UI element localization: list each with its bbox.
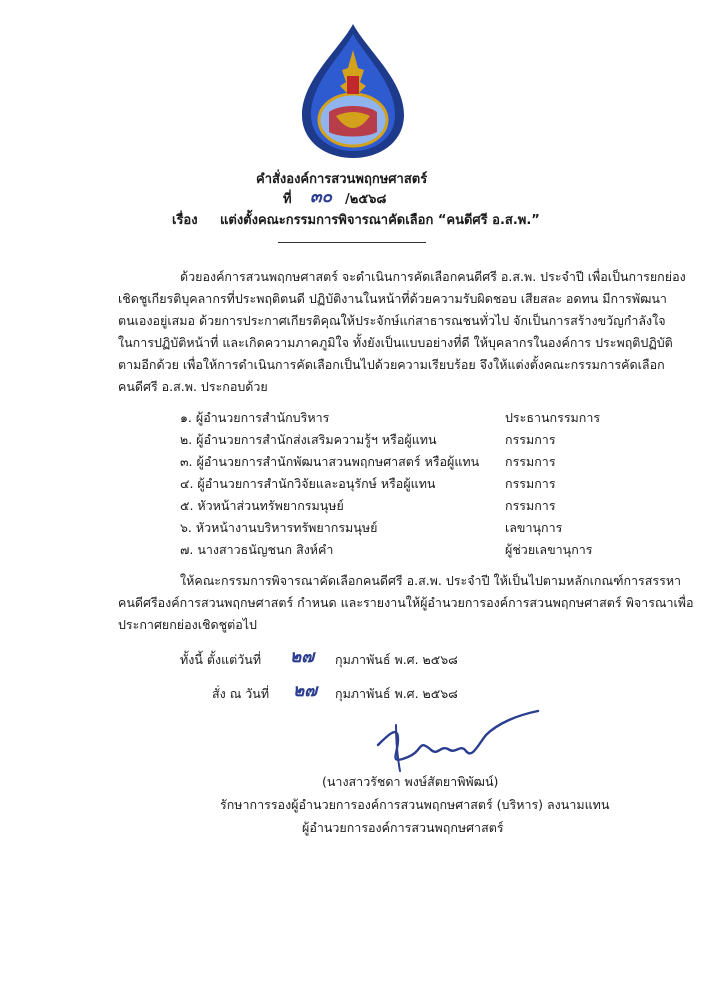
- order-heading: คำสั่งองค์การสวนพฤกษศาสตร์: [256, 172, 428, 187]
- committee-member-name: ๓. ผู้อำนวยการสำนักพัฒนาสวนพฤกษศาสตร์ หรือผู้แทน: [180, 454, 480, 469]
- order-number-label: ที่: [283, 192, 292, 207]
- signatory-position-director: ผู้อำนวยการองค์การสวนพฤกษศาสตร์: [302, 820, 504, 835]
- effective-date-label: ทั้งนี้ ตั้งแต่วันที่: [180, 652, 262, 667]
- committee-member-name: ๕. หัวหน้าส่วนทรัพยากรมนุษย์: [180, 498, 344, 513]
- header-divider: [278, 242, 426, 243]
- committee-member-name: ๔. ผู้อำนวยการสำนักวิจัยและอนุรักษ์ หรือผู้แทน: [180, 476, 436, 491]
- signatory-name: (นางสาวรัชดา พงษ์สัตยาพิพัฒน์): [322, 774, 499, 789]
- effective-day-handwritten: ๒๗: [290, 647, 314, 667]
- committee-member-name: ๗. นางสาวธนัญชนก สิงห์คำ: [180, 542, 334, 557]
- committee-member-role: ประธานกรรมการ: [505, 410, 601, 425]
- paragraph-1-line: ตนเองอยู่เสมอ ด้วยการประกาศเกียรติคุณให้ประจักษ์แก่สาธารณชนทั่วไป จักเป็นการสร้างขวัญกำลังใจ: [118, 313, 666, 328]
- order-number-handwritten: ๓๐: [310, 187, 332, 207]
- committee-member-role: เลขานุการ: [505, 520, 563, 535]
- signatory-position: รักษาการรองผู้อำนวยการองค์การสวนพฤกษศาสตร์ (บริหาร) ลงนามแทน: [220, 797, 610, 812]
- committee-member-role: กรรมการ: [505, 498, 556, 513]
- order-date-label: สั่ง ณ วันที่: [212, 686, 270, 701]
- committee-member-name: ๒. ผู้อำนวยการสำนักส่งเสริมความรู้ฯ หรือผู้แทน: [180, 432, 437, 447]
- effective-date-month-year: กุมภาพันธ์ พ.ศ. ๒๕๖๘: [335, 652, 458, 667]
- committee-member-role: ผู้ช่วยเลขานุการ: [505, 542, 593, 557]
- subject-label: เรื่อง: [172, 213, 198, 228]
- paragraph-1-line: คนดีศรี อ.ส.พ. ประกอบด้วย: [118, 379, 268, 394]
- committee-member-name: ๖. หัวหน้างานบริหารทรัพยากรมนุษย์: [180, 520, 378, 535]
- committee-member-role: กรรมการ: [505, 476, 556, 491]
- paragraph-1-line: ในการปฏิบัติหน้าที่ และเกิดความภาคภูมิใจ ทั้งยังเป็นแบบอย่างที่ดี ให้บุคลากรในองค์การ ประพฤติปฏิบัติ: [118, 335, 673, 350]
- order-date-month-year: กุมภาพันธ์ พ.ศ. ๒๕๖๘: [335, 686, 458, 701]
- committee-member-role: กรรมการ: [505, 432, 556, 447]
- paragraph-2-line: ประกาศยกย่องเชิดชูต่อไป: [118, 617, 257, 632]
- order-number-year: /๒๕๖๘: [345, 192, 387, 207]
- paragraph-1-line: ด้วยองค์การสวนพฤกษศาสตร์ จะดำเนินการคัดเลือกคนดีศรี อ.ส.พ. ประจำปี เพื่อเป็นการยกย่อง: [180, 269, 686, 284]
- committee-member-role: กรรมการ: [505, 454, 556, 469]
- paragraph-1-line: ตามอีกด้วย เพื่อให้การดำเนินการคัดเลือกเป็นไปด้วยความเรียบร้อย จึงให้แต่งตั้งคณะกรรมการคัดเลือก: [118, 357, 665, 372]
- paragraph-1-line: เชิดชูเกียรติบุคลากรที่ประพฤติตนดี ปฏิบัติงานในหน้าที่ด้วยความรับผิดชอบ เสียสละ อดทน มีการพัฒนา: [118, 291, 667, 306]
- committee-member-name: ๑. ผู้อำนวยการสำนักบริหาร: [180, 410, 330, 425]
- paragraph-2-line: ให้คณะกรรมการพิจารณาคัดเลือกคนดีศรี อ.ส.พ. ประจำปี ให้เป็นไปตามหลักเกณฑ์การสรรหา: [180, 573, 682, 588]
- order-day-handwritten: ๒๗: [293, 681, 317, 701]
- paragraph-2-line: คนดีศรีองค์การสวนพฤกษศาสตร์ กำหนด และรายงานให้ผู้อำนวยการองค์การสวนพฤกษศาสตร์ พิจารณาเพื่อ: [118, 595, 694, 610]
- subject-text: แต่งตั้งคณะกรรมการพิจารณาคัดเลือก “คนดีศรี อ.ส.พ.”: [220, 213, 540, 228]
- handwritten-signature: [368, 705, 548, 775]
- botanical-garden-emblem-icon: [294, 20, 412, 160]
